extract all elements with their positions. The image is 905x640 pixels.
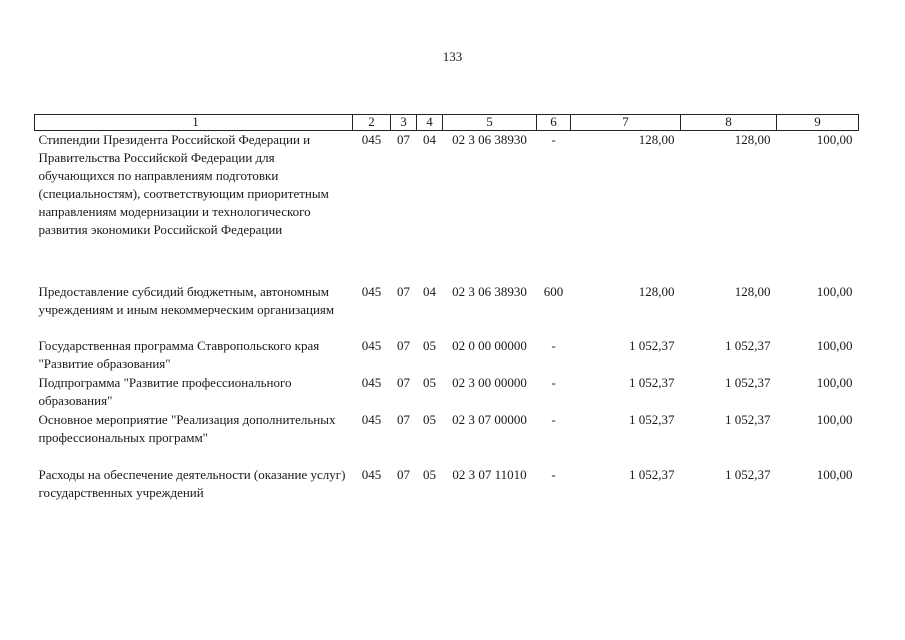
- percent-col-9: 100,00: [816, 466, 853, 482]
- target-article-code: 02 3 06 38930: [452, 132, 527, 147]
- subsection-code: 05: [423, 466, 436, 482]
- percent-col-9: 100,00: [816, 283, 853, 299]
- expense-name: Основное мероприятие "Реализация дополнительных профессиональных программ": [38, 411, 336, 445]
- header-col-4: 4: [417, 115, 443, 131]
- expense-name: Государственная программа Ставропольского края "Развитие образования": [38, 337, 320, 371]
- header-col-1: 1: [35, 115, 353, 131]
- expense-type-code: -: [551, 132, 556, 147]
- table-row: [35, 411, 859, 466]
- amount-col-8: 1 052,37: [725, 411, 771, 427]
- section-code: 07: [397, 337, 410, 353]
- expense-type-code: -: [551, 466, 556, 482]
- expense-name: Подпрограмма "Развитие профессионального образования": [38, 374, 292, 408]
- subsection-code: 05: [423, 337, 436, 353]
- header-col-5: 5: [443, 115, 537, 131]
- expense-type-code: -: [551, 374, 556, 390]
- section-code: 07: [397, 132, 410, 147]
- expense-type-code: 600: [543, 283, 564, 299]
- amount-col-7: 1 052,37: [629, 374, 675, 390]
- expense-type-code: -: [551, 411, 556, 427]
- percent-col-9: 100,00: [816, 411, 853, 427]
- table-row: [35, 283, 859, 337]
- target-article-code: 02 3 00 00000: [452, 374, 527, 390]
- ministry-code: 045: [361, 283, 382, 299]
- ministry-code: 045: [361, 132, 382, 147]
- subsection-code: 04: [423, 132, 436, 147]
- header-col-9: 9: [777, 115, 859, 131]
- table-row: [35, 337, 859, 374]
- percent-col-9: 100,00: [816, 337, 853, 353]
- header-col-2: 2: [353, 115, 391, 131]
- target-article-code: 02 3 07 11010: [452, 466, 527, 482]
- target-article-code: 02 3 07 00000: [452, 411, 527, 427]
- target-article-code: 02 3 06 38930: [452, 283, 527, 299]
- table-row: [35, 131, 859, 283]
- header-col-6: 6: [537, 115, 571, 131]
- amount-col-7: 1 052,37: [629, 337, 675, 353]
- amount-col-8: 1 052,37: [725, 337, 771, 353]
- header-col-7: 7: [571, 115, 681, 131]
- page-number: 133: [442, 49, 463, 64]
- amount-col-7: 1 052,37: [629, 411, 675, 427]
- table-row: [35, 374, 859, 411]
- table-row: [35, 466, 859, 503]
- amount-col-8: 1 052,37: [725, 374, 771, 390]
- amount-col-7: 128,00: [638, 283, 675, 299]
- amount-col-7: 1 052,37: [629, 466, 675, 482]
- subsection-code: 05: [423, 411, 436, 427]
- expense-type-code: -: [551, 337, 556, 353]
- header-col-8: 8: [681, 115, 777, 131]
- amount-col-8: 1 052,37: [725, 466, 771, 482]
- column-number-header: [35, 115, 859, 131]
- amount-col-7: 128,00: [638, 132, 675, 147]
- ministry-code: 045: [361, 411, 382, 427]
- amount-col-8: 128,00: [734, 283, 771, 299]
- section-code: 07: [397, 411, 410, 427]
- subsection-code: 05: [423, 374, 436, 390]
- ministry-code: 045: [361, 466, 382, 482]
- expense-name: Расходы на обеспечение деятельности (оказание услуг) государственных учреждений: [38, 466, 346, 500]
- ministry-code: 045: [361, 337, 382, 353]
- ministry-code: 045: [361, 374, 382, 390]
- percent-col-9: 100,00: [816, 132, 853, 147]
- section-code: 07: [397, 466, 410, 482]
- expense-name: Стипендии Президента Российской Федерации и Правительства Российской Федерации для обучающихся по направлениям подготовки (специальностям), соответствующим приоритетным направлениям модернизации и технологического развития экономики Российской Федерации: [38, 132, 329, 237]
- subsection-code: 04: [423, 283, 436, 299]
- expense-name: Предоставление субсидий бюджетным, автономным учреждениям и иным некоммерческим организациям: [38, 283, 335, 317]
- amount-col-8: 128,00: [734, 132, 771, 147]
- target-article-code: 02 0 00 00000: [452, 337, 527, 353]
- budget-table: [34, 114, 859, 503]
- percent-col-9: 100,00: [816, 374, 853, 390]
- header-col-3: 3: [391, 115, 417, 131]
- section-code: 07: [397, 283, 410, 299]
- section-code: 07: [397, 374, 410, 390]
